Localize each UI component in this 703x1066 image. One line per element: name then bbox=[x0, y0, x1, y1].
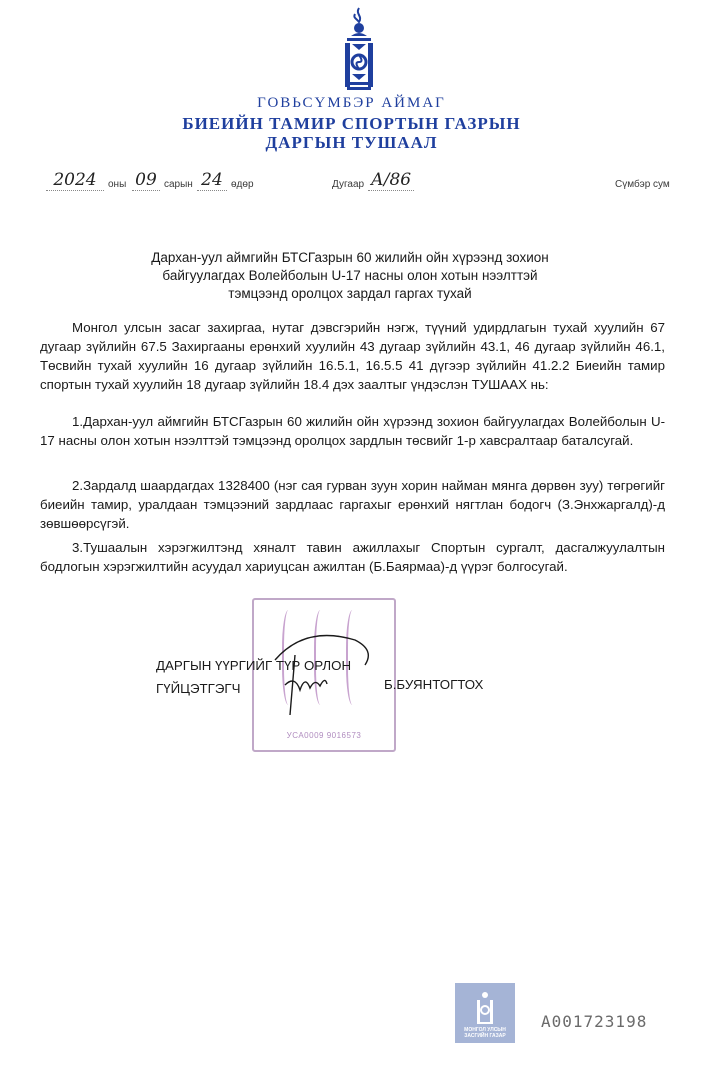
stamp-serial: УСА0009 9016573 bbox=[286, 731, 362, 740]
subject-line-1: Дархан-уул аймгийн БТСГазрын 60 жилийн ойн хүрээнд зохион bbox=[151, 250, 549, 265]
subject-line-2: байгуулагдах Волейболын U-17 насны олон хотын нээлттэй bbox=[162, 268, 538, 283]
number-label: Дугаар bbox=[332, 179, 365, 190]
preamble-paragraph: Монгол улсын засаг захиргаа, нутаг дэвсгэрийн нэгж, түүний удирдлагын тухай хуулийн 67 дугаар зүйлийн 67.5 Захиргааны ерөнхий хуулийн 43 дугаар зүйлийн 43.1, 46 дугаар зүйлийн 46.1, Төсвийн тухай хуулийн 16 дугаар зүйлийн 16.5.1, 16.5.5 41 дүгээр зүйлийн 41.2.2 Биеийн тамир спортын тухай хуулийн 18 дугаар зүйлийн 18.4 дэх заалтыг үндэслэн ТУШААХ нь: bbox=[40, 320, 665, 392]
government-logo-caption: МОНГОЛ УЛСЫН ЗАСГИЙН ГАЗАР bbox=[464, 1027, 506, 1039]
soyombo-emblem-icon bbox=[333, 6, 385, 92]
document-serial-number: A001723198 bbox=[541, 1012, 648, 1031]
date-number-line bbox=[40, 170, 680, 196]
month-handwritten: 09 bbox=[132, 170, 160, 191]
government-logo bbox=[455, 983, 515, 1043]
position-line-1: ДАРГЫН ҮҮРГИЙГ ТҮР ОРЛОН bbox=[156, 658, 352, 673]
month-label: сарын bbox=[164, 179, 193, 190]
year-label: оны bbox=[108, 179, 127, 190]
signatory-name: Б.БУЯНТОГТОХ bbox=[384, 677, 484, 692]
subject-line-3: тэмцээнд оролцох зардал гаргах тухай bbox=[228, 286, 472, 301]
year-handwritten: 2024 bbox=[46, 170, 104, 191]
place-name: Сүмбэр сум bbox=[615, 179, 670, 190]
day-label: өдөр bbox=[231, 179, 254, 190]
handwritten-signature-icon bbox=[265, 620, 385, 720]
aimag-name: ГОВЬСҮМБЭР АЙМАГ bbox=[257, 95, 446, 111]
position-line-2: ГҮЙЦЭТГЭГЧ bbox=[156, 681, 241, 696]
soyombo-emblem-icon bbox=[472, 989, 498, 1025]
document-type-title: ДАРГЫН ТУШААЛ bbox=[265, 133, 438, 152]
order-item-1: 1.Дархан-уул аймгийн БТСГазрын 60 жилийн ойн хүрээнд зохион байгуулагдах Волейболын U-17 насны олон хотын нээлттэй тэмцээнд оролцох зардлын төсвийг 1-р хавсралтаар баталсугай. bbox=[40, 414, 665, 448]
order-item-3: 3.Тушаалын хэрэгжилтэнд хяналт тавин ажиллахыг Спортын сургалт, дасгалжуулалтын бодлогын хэрэгжилтийн асуудал хариуцсан ажилтан (Б.Баярмаа)-д үүрэг болгосугай. bbox=[40, 540, 665, 574]
order-subject bbox=[100, 249, 600, 303]
number-handwritten: А/86 bbox=[368, 170, 414, 191]
organization-title: БИЕИЙН ТАМИР СПОРТЫН ГАЗРЫН bbox=[182, 114, 521, 133]
day-handwritten: 24 bbox=[197, 170, 227, 191]
order-item-2: 2.Зардалд шаардагдах 1328400 (нэг сая гурван зуун хорин найман мянга дөрвөн зуу) төгрөгийг биеийн тамир, уралдаан тэмцээний зардлаас гаргахыг ерөнхий нягтлан бодогч (З.Энхжаргалд)-д зөвшөөрсүгэй. bbox=[40, 478, 665, 531]
